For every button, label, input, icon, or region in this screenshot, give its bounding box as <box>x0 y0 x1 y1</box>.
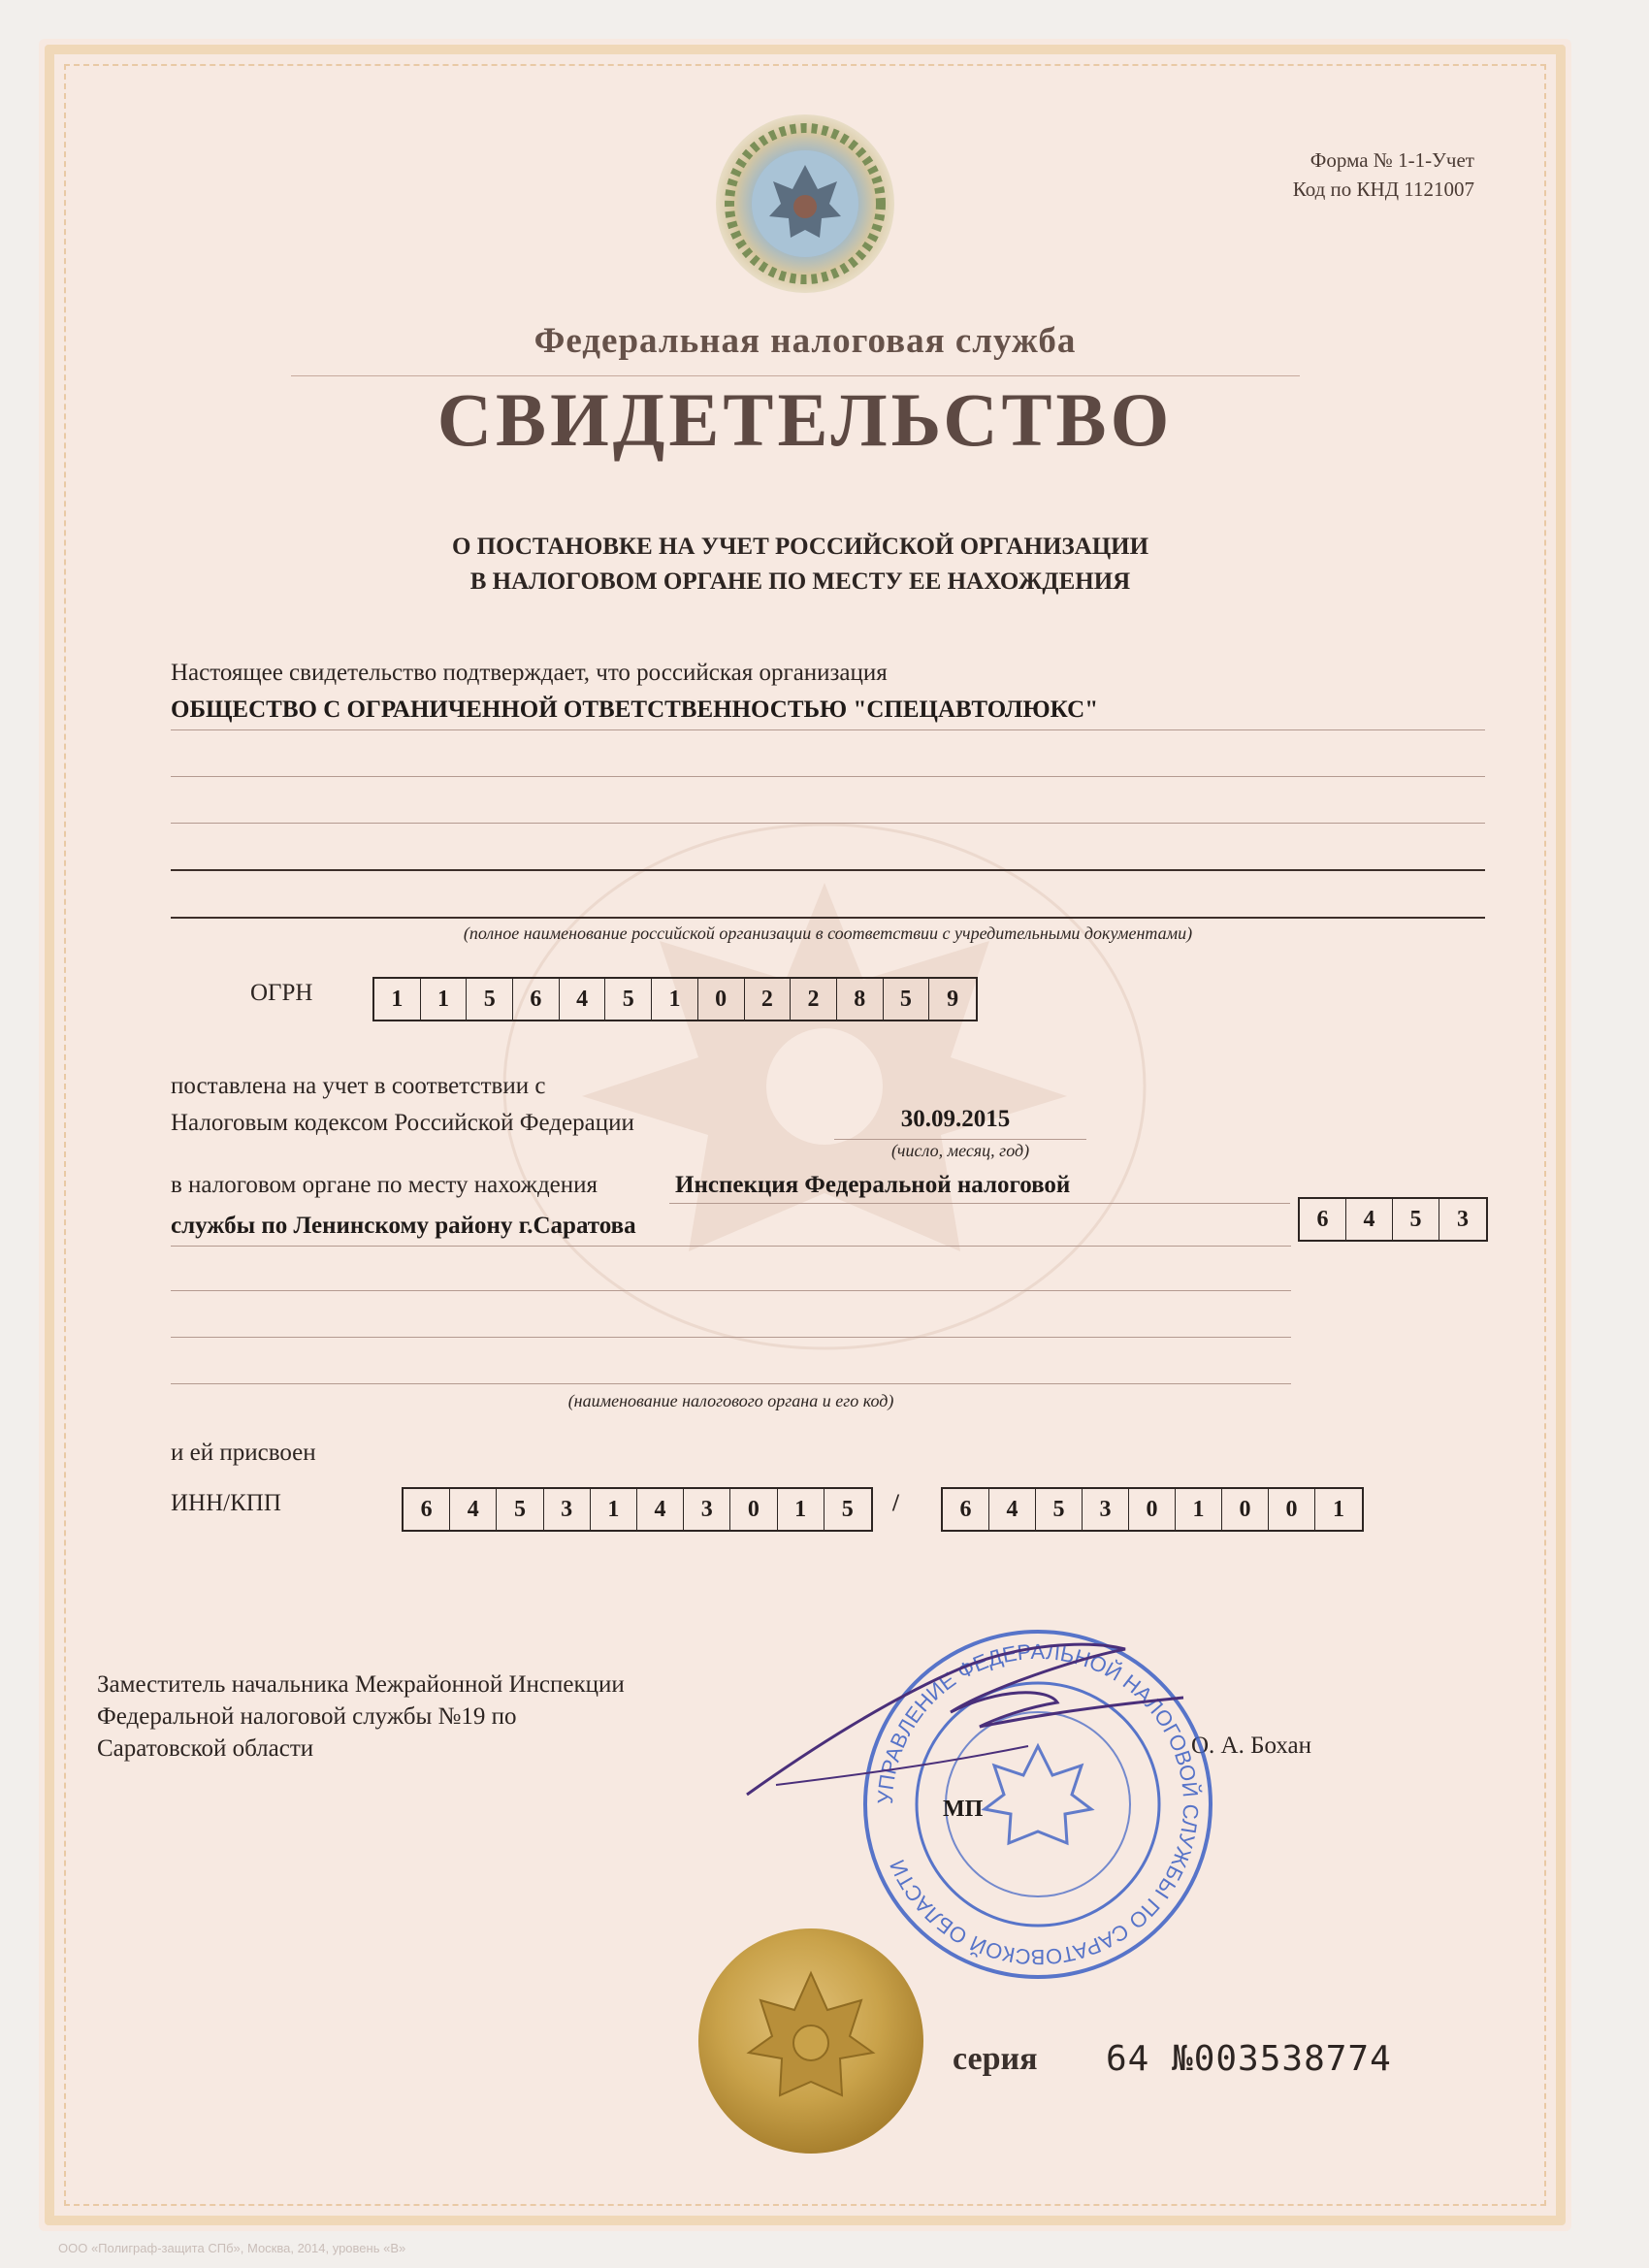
ogrn-digit: 5 <box>884 979 930 1020</box>
org-line-2 <box>171 776 1485 777</box>
inn-kpp-label: ИНН/КПП <box>171 1490 281 1516</box>
kpp-digit: 1 <box>1333 1496 1344 1522</box>
tax-line-4 <box>171 1337 1291 1338</box>
org-caption: (полное наименование российской организации в соответствии с учредительными документами) <box>463 923 1193 943</box>
ogrn-digit: 5 <box>605 979 652 1020</box>
inn-cells <box>402 1487 873 1532</box>
ogrn-digit: 0 <box>698 979 745 1020</box>
kpp-digit: 4 <box>989 1489 1036 1530</box>
org-name: ОБЩЕСТВО С ОГРАНИЧЕННОЙ ОТВЕТСТВЕННОСТЬЮ "СПЕЦАВТОЛЮКС" <box>171 697 1099 723</box>
org-intro: Настоящее свидетельство подтверждает, что российская организация <box>171 660 888 686</box>
document-title: СВИДЕТЕЛЬСТВО <box>436 377 1174 462</box>
kpp-digit: 0 <box>1129 1489 1176 1530</box>
tax-authority-intro: в налоговом органе по месту нахождения <box>171 1172 598 1198</box>
registration-line2: Налоговым кодексом Российской Федерации <box>171 1110 634 1136</box>
inn-digit: 1 <box>778 1489 824 1530</box>
inn-digit: 4 <box>450 1489 497 1530</box>
series-number: 64 №003538774 <box>1106 2039 1392 2079</box>
kpp-digit: 6 <box>943 1489 989 1530</box>
registration-line1: поставлена на учет в соответствии с <box>171 1073 546 1099</box>
signatory-position-line2: Федеральной налоговой службы №19 по <box>97 1703 517 1730</box>
kpp-digit: 1 <box>1176 1489 1222 1530</box>
tax-line-1 <box>669 1203 1290 1204</box>
signature-icon <box>737 1630 1203 1804</box>
tax-code-digit: 6 <box>1300 1199 1346 1240</box>
hologram-emblem-icon <box>713 112 897 296</box>
inn-digit: 6 <box>404 1489 450 1530</box>
tax-line-3 <box>171 1290 1291 1291</box>
ogrn-digit: 5 <box>467 979 513 1020</box>
registration-date: 30.09.2015 <box>900 1106 1011 1132</box>
inn-digit: 5 <box>841 1496 854 1522</box>
signatory-name: О. А. Бохан <box>1191 1733 1311 1759</box>
stamp-place-mark: МП <box>943 1797 984 1822</box>
stamp-ring-text: УПРАВЛЕНИЕ ФЕДЕРАЛЬНОЙ НАЛОГОВОЙ СЛУЖБЫ ПО САРАТОВСКОЙ ОБЛАСТИ <box>872 1638 1204 1970</box>
subtitle-line2: В НАЛОГОВОМ ОРГАНЕ ПО МЕСТУ ЕЕ НАХОЖДЕНИЯ <box>469 568 1131 595</box>
ogrn-digit: 1 <box>374 979 421 1020</box>
assigned-label: и ей присвоен <box>171 1440 316 1466</box>
inn-digit: 0 <box>730 1489 777 1530</box>
gold-seal-icon <box>695 1925 927 2157</box>
ogrn-digit: 8 <box>837 979 884 1020</box>
org-line-3 <box>171 823 1485 824</box>
signatory-position-line3: Саратовской области <box>97 1735 314 1762</box>
inn-kpp-separator: / <box>892 1490 899 1516</box>
tax-authority-caption: (наименование налогового органа и его код) <box>567 1391 894 1410</box>
tax-line-5 <box>171 1383 1291 1384</box>
tax-code-digit: 4 <box>1346 1199 1393 1240</box>
org-line-5 <box>171 917 1485 919</box>
inn-digit: 3 <box>684 1489 730 1530</box>
printer-footer: ООО «Полиграф-защита СПб», Москва, 2014, уровень «В» <box>58 2241 406 2255</box>
kpp-digit: 5 <box>1036 1489 1083 1530</box>
date-caption: (число, месяц, год) <box>890 1141 1030 1160</box>
tax-line-2 <box>171 1246 1291 1247</box>
inn-digit: 3 <box>544 1489 591 1530</box>
series-label: серия <box>953 2041 1038 2077</box>
ogrn-cells <box>372 977 978 1021</box>
ogrn-label: ОГРН <box>250 980 313 1006</box>
kpp-digit: 0 <box>1222 1489 1269 1530</box>
ogrn-digit: 4 <box>560 979 606 1020</box>
tax-authority-name-line1: Инспекция Федеральной налоговой <box>675 1172 1071 1198</box>
inn-digit: 5 <box>497 1489 543 1530</box>
inn-digit: 1 <box>591 1489 637 1530</box>
org-line-4 <box>171 869 1485 871</box>
subtitle-line1: О ПОСТАНОВКЕ НА УЧЕТ РОССИЙСКОЙ ОРГАНИЗАЦИИ <box>451 534 1149 560</box>
tax-code-digit: 5 <box>1393 1199 1439 1240</box>
inn-digit: 4 <box>637 1489 684 1530</box>
tax-authority-code-cells <box>1298 1197 1488 1242</box>
kpp-digit: 3 <box>1083 1489 1129 1530</box>
ogrn-digit: 2 <box>791 979 837 1020</box>
ogrn-digit: 6 <box>513 979 560 1020</box>
ogrn-digit: 1 <box>652 979 698 1020</box>
org-line-1 <box>171 729 1485 730</box>
ogrn-digit: 1 <box>421 979 468 1020</box>
eagle-watermark-icon <box>466 766 1183 1368</box>
date-underline <box>834 1139 1086 1140</box>
ogrn-digit: 2 <box>745 979 792 1020</box>
form-number: Форма № 1-1-Учет <box>1310 148 1474 172</box>
tax-code-digit: 3 <box>1457 1206 1469 1232</box>
kpp-cells <box>941 1487 1364 1532</box>
ogrn-digit: 9 <box>947 986 959 1012</box>
signatory-position-line1: Заместитель начальника Межрайонной Инспекции <box>97 1671 625 1698</box>
knd-code: Код по КНД 1121007 <box>1292 178 1474 201</box>
kpp-digit: 0 <box>1269 1489 1315 1530</box>
agency-name: Федеральная налоговая служба <box>534 321 1077 361</box>
tax-authority-name-line2: службы по Ленинскому району г.Саратова <box>171 1213 636 1239</box>
